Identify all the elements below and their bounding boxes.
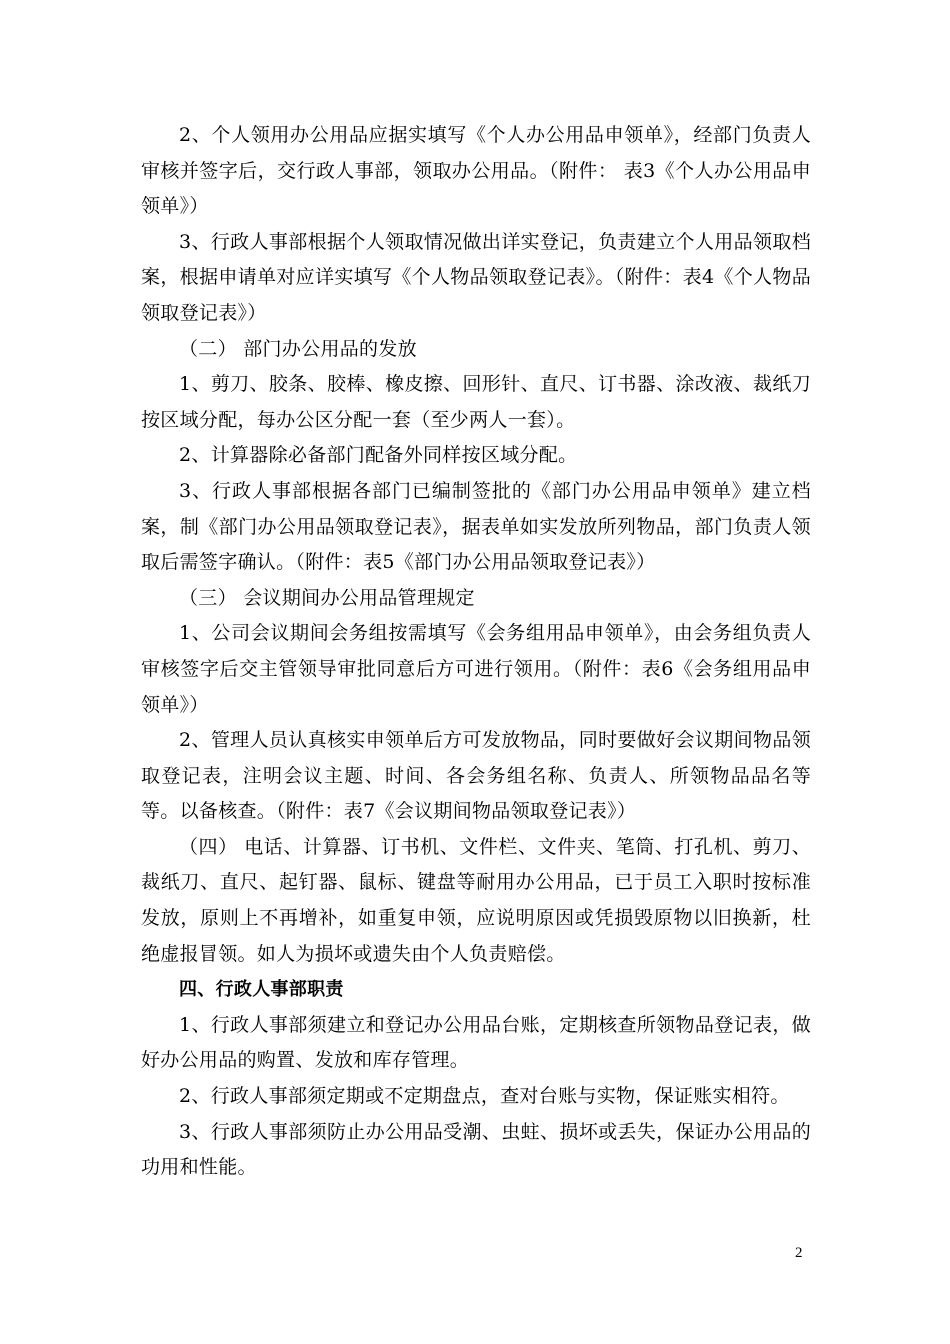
section-heading-meeting-supplies: （三） 会议期间办公用品管理规定 bbox=[179, 586, 475, 609]
paragraph-calculator-allocation: 2、计算器除必备部门配备外同样按区域分配。 bbox=[179, 444, 578, 467]
paragraph-storage-protection: 3、行政人事部须防止办公用品受潮、虫蛀、损坏或丢失，保证办公用品的功用和性能。 bbox=[141, 1120, 811, 1179]
paragraph-personal-requisition: 2、个人领用办公用品应据实填写《个人办公用品申领单》，经部门负责人审核并签字后，交行政人事部，领取办公用品。（附件： 表3《个人办公用品申领单》） bbox=[141, 124, 811, 218]
paragraph-ledger: 1、行政人事部须建立和登记办公用品台账，定期核查所领物品登记表，做好办公用品的购置、发放和库存管理。 bbox=[141, 1013, 811, 1072]
paragraph-meeting-requisition: 1、公司会议期间会务组按需填写《会务组用品申领单》，由会务组负责人审核签字后交主管领导审批同意后方可进行领用。（附件：表6《会务组用品申领单》） bbox=[141, 622, 811, 716]
paragraph-inventory-check: 2、行政人事部须定期或不定期盘点，查对台账与实物，保证账实相符。 bbox=[179, 1085, 790, 1108]
paragraph-meeting-verification: 2、管理人员认真核实申领单后方可发放物品，同时要做好会议期间物品领取登记表，注明会议主题、时间、各会务组名称、负责人、所领物品品名等等。以备核查。（附件：表7《会议期间物品领取登记表》） bbox=[141, 729, 811, 823]
paragraph-area-allocation: 1、剪刀、胶条、胶棒、橡皮擦、回形针、直尺、订书器、涂改液、裁纸刀按区域分配，每办公区分配一套（至少两人一套）。 bbox=[141, 373, 811, 431]
section-heading-hr-duties: 四、行政人事部职责 bbox=[179, 979, 344, 1001]
document-body bbox=[141, 118, 811, 1186]
paragraph-durable-supplies: （四） 电话、计算器、订书机、文件栏、文件夹、笔筒、打孔机、剪刀、裁纸刀、直尺、起钉器、鼠标、键盘等耐用办公用品，已于员工入职时按标准发放，原则上不再增补，如重复申领，应说明原因或凭损毁原物以旧换新，杜绝虚报冒领。如人为损坏或遗失由个人负责赔偿。 bbox=[141, 835, 811, 965]
page-number: 2 bbox=[795, 1245, 803, 1261]
paragraph-personal-registration: 3、行政人事部根据个人领取情况做出详实登记，负责建立个人用品领取档案，根据申请单对应详实填写《个人物品领取登记表》。（附件：表4《个人物品领取登记表》） bbox=[141, 230, 811, 324]
paragraph-department-archive: 3、行政人事部根据各部门已编制签批的《部门办公用品申领单》建立档案，制《部门办公用品领取登记表》，据表单如实发放所列物品，部门负责人领取后需签字确认。（附件：表5《部门办公用品领取登记表》） bbox=[141, 479, 811, 574]
section-heading-department-distribution: （二） 部门办公用品的发放 bbox=[179, 337, 417, 360]
